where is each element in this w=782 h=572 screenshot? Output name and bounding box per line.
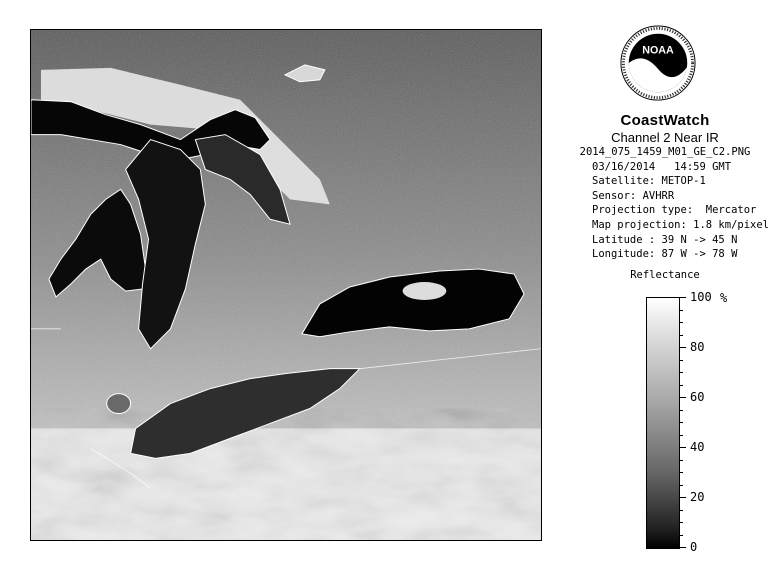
product-name: Channel 2 Near IR [611,130,719,145]
legend-minor-tick [680,435,683,436]
date-time: 03/16/2014 14:59 GMT [592,160,732,173]
latitude-range: Latitude : 39 N -> 45 N [592,233,738,246]
satellite-image [30,29,542,541]
longitude-range: Longitude: 87 W -> 78 W [592,248,738,261]
legend-tick-mark [680,447,686,448]
legend-minor-tick [680,335,683,336]
legend-minor-tick [680,385,683,386]
legend-minor-tick [680,472,683,473]
legend-title: Reflectance [630,268,700,281]
map-projection: Map projection: 1.8 km/pixel [592,218,770,231]
legend-tick-mark [680,547,686,548]
reflectance-colorbar [646,297,680,549]
legend-tick-label: 80 [690,340,705,354]
legend-ticks [680,290,760,554]
legend-tick-mark [680,347,686,348]
legend-tick-mark [680,397,686,398]
legend-minor-tick [680,310,683,311]
legend-tick-mark [680,297,686,298]
legend-minor-tick [680,485,683,486]
noaa-logo [619,24,697,102]
legend-minor-tick [680,535,683,536]
legend-minor-tick [680,322,683,323]
legend-minor-tick [680,510,683,511]
satellite-label: Satellite: METOP-1 [592,175,706,188]
legend-minor-tick [680,372,683,373]
file-name: 2014_075_1459_M01_GE_C2.PNG [579,146,751,158]
app-title: CoastWatch [620,112,710,129]
info-panel [560,112,770,282]
lake-st-clair [107,394,131,414]
great-lakes-map [31,30,541,540]
legend-tick-label: 100 [690,290,712,304]
legend-tick-mark [680,497,686,498]
legend-tick-label: 60 [690,390,705,404]
legend-tick-label: 0 [690,540,698,554]
legend-minor-tick [680,422,683,423]
legend-tick-label: 20 [690,490,705,504]
legend-minor-tick [680,460,683,461]
projection-type: Projection type: Mercator [592,204,757,217]
legend-minor-tick [680,410,683,411]
legend-tick-label: 40 [690,440,705,454]
sensor-label: Sensor: AVHRR [592,189,675,202]
legend-minor-tick [680,360,683,361]
legend-unit: % [720,291,728,305]
noaa-logo-text: NOAA [642,44,674,57]
legend-minor-tick [680,522,683,523]
